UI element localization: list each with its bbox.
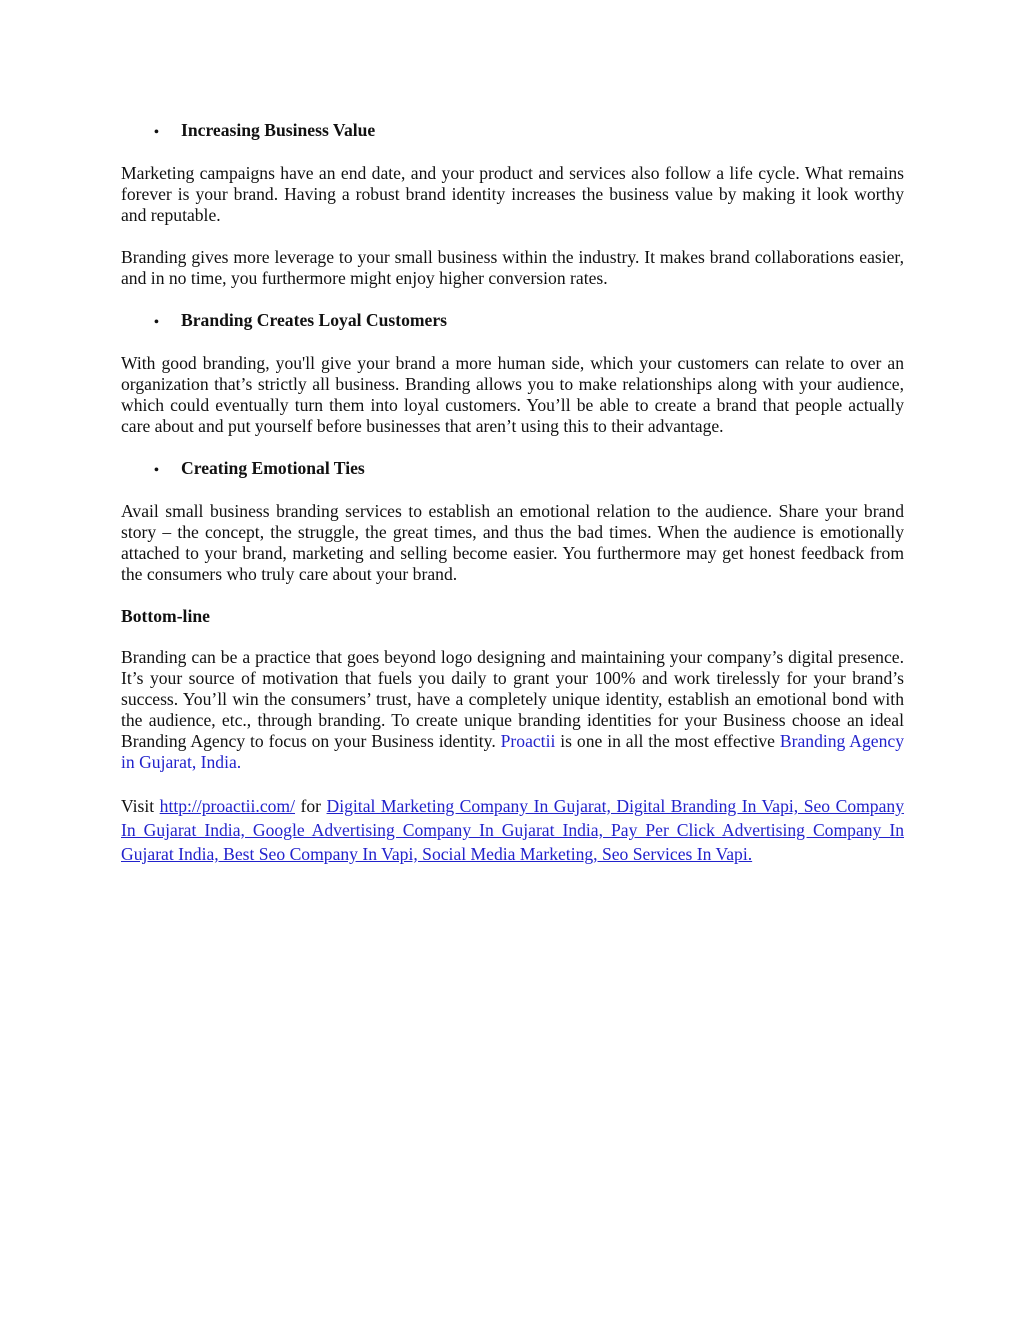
document-page xyxy=(121,120,904,887)
agency-text: Branding Agency in Gujarat, India. xyxy=(121,731,904,772)
section-heading xyxy=(121,458,904,481)
bottom-line-middle: is one in all the most effective xyxy=(555,731,780,751)
paragraph: With good branding, you'll give your brand a more human side, which your customers can relate to over an organization that’s strictly all business. Branding allows you to make relationships along with your audience, which could eventually turn them into loyal customers. You’ll be able to create a brand that people actually care about and put yourself before businesses that aren’t using this to their advantage. xyxy=(121,353,904,436)
bullet-icon: • xyxy=(154,463,159,478)
heading-text: Creating Emotional Ties xyxy=(181,458,365,478)
heading-text: Increasing Business Value xyxy=(181,120,376,140)
brand-name: Proactii xyxy=(500,731,556,751)
section-heading xyxy=(121,120,904,143)
bottom-line-paragraph xyxy=(121,647,904,773)
website-link[interactable]: http://proactii.com/ xyxy=(159,796,296,816)
paragraph: Branding gives more leverage to your small business within the industry. It makes brand collaborations easier, and in no time, you furthermore might enjoy higher conversion rates. xyxy=(121,247,904,288)
services-link[interactable]: Digital Marketing Company In Gujarat, Digital Branding In Vapi, Seo Company In Gujarat India, Google Advertising Company In Gujarat India, Pay Per Click Advertising Company In Gujarat India, Best Seo Company In Vapi, Social Media Marketing, Seo Services In Vapi. xyxy=(121,796,905,864)
bullet-icon: • xyxy=(154,315,159,330)
bottom-line-text: Branding can be a practice that goes beyond logo designing and maintaining your company’s digital presence. It’s your source of motivation that fuels you daily to grant your 100% and work tirelessly for your brand’s success. You’ll win the consumers’ trust, have a completely unique identity, establish an emotional bond with the audience, etc., through branding. To create unique branding identities for your Business choose an ideal Branding Agency to focus on your Business identity. xyxy=(121,647,904,751)
bottom-line-heading: Bottom-line xyxy=(121,606,210,626)
paragraph: Avail small business branding services to establish an emotional relation to the audience. Share your brand story – the concept, the struggle, the great times, and thus the bad times. When the audience is emotionally attached to your brand, marketing and selling become easier. You furthermore may get honest feedback from the consumers who truly care about your brand. xyxy=(121,501,904,584)
heading-text: Branding Creates Loyal Customers xyxy=(181,310,448,330)
section-heading xyxy=(121,310,904,333)
visit-prefix: Visit xyxy=(121,796,160,816)
paragraph: Marketing campaigns have an end date, and your product and services also follow a life cycle. What remains forever is your brand. Having a robust brand identity increases the business value by making it look worthy and reputable. xyxy=(121,163,904,225)
visit-middle: for xyxy=(295,796,327,816)
bullet-icon: • xyxy=(154,125,159,140)
visit-paragraph xyxy=(121,794,904,866)
